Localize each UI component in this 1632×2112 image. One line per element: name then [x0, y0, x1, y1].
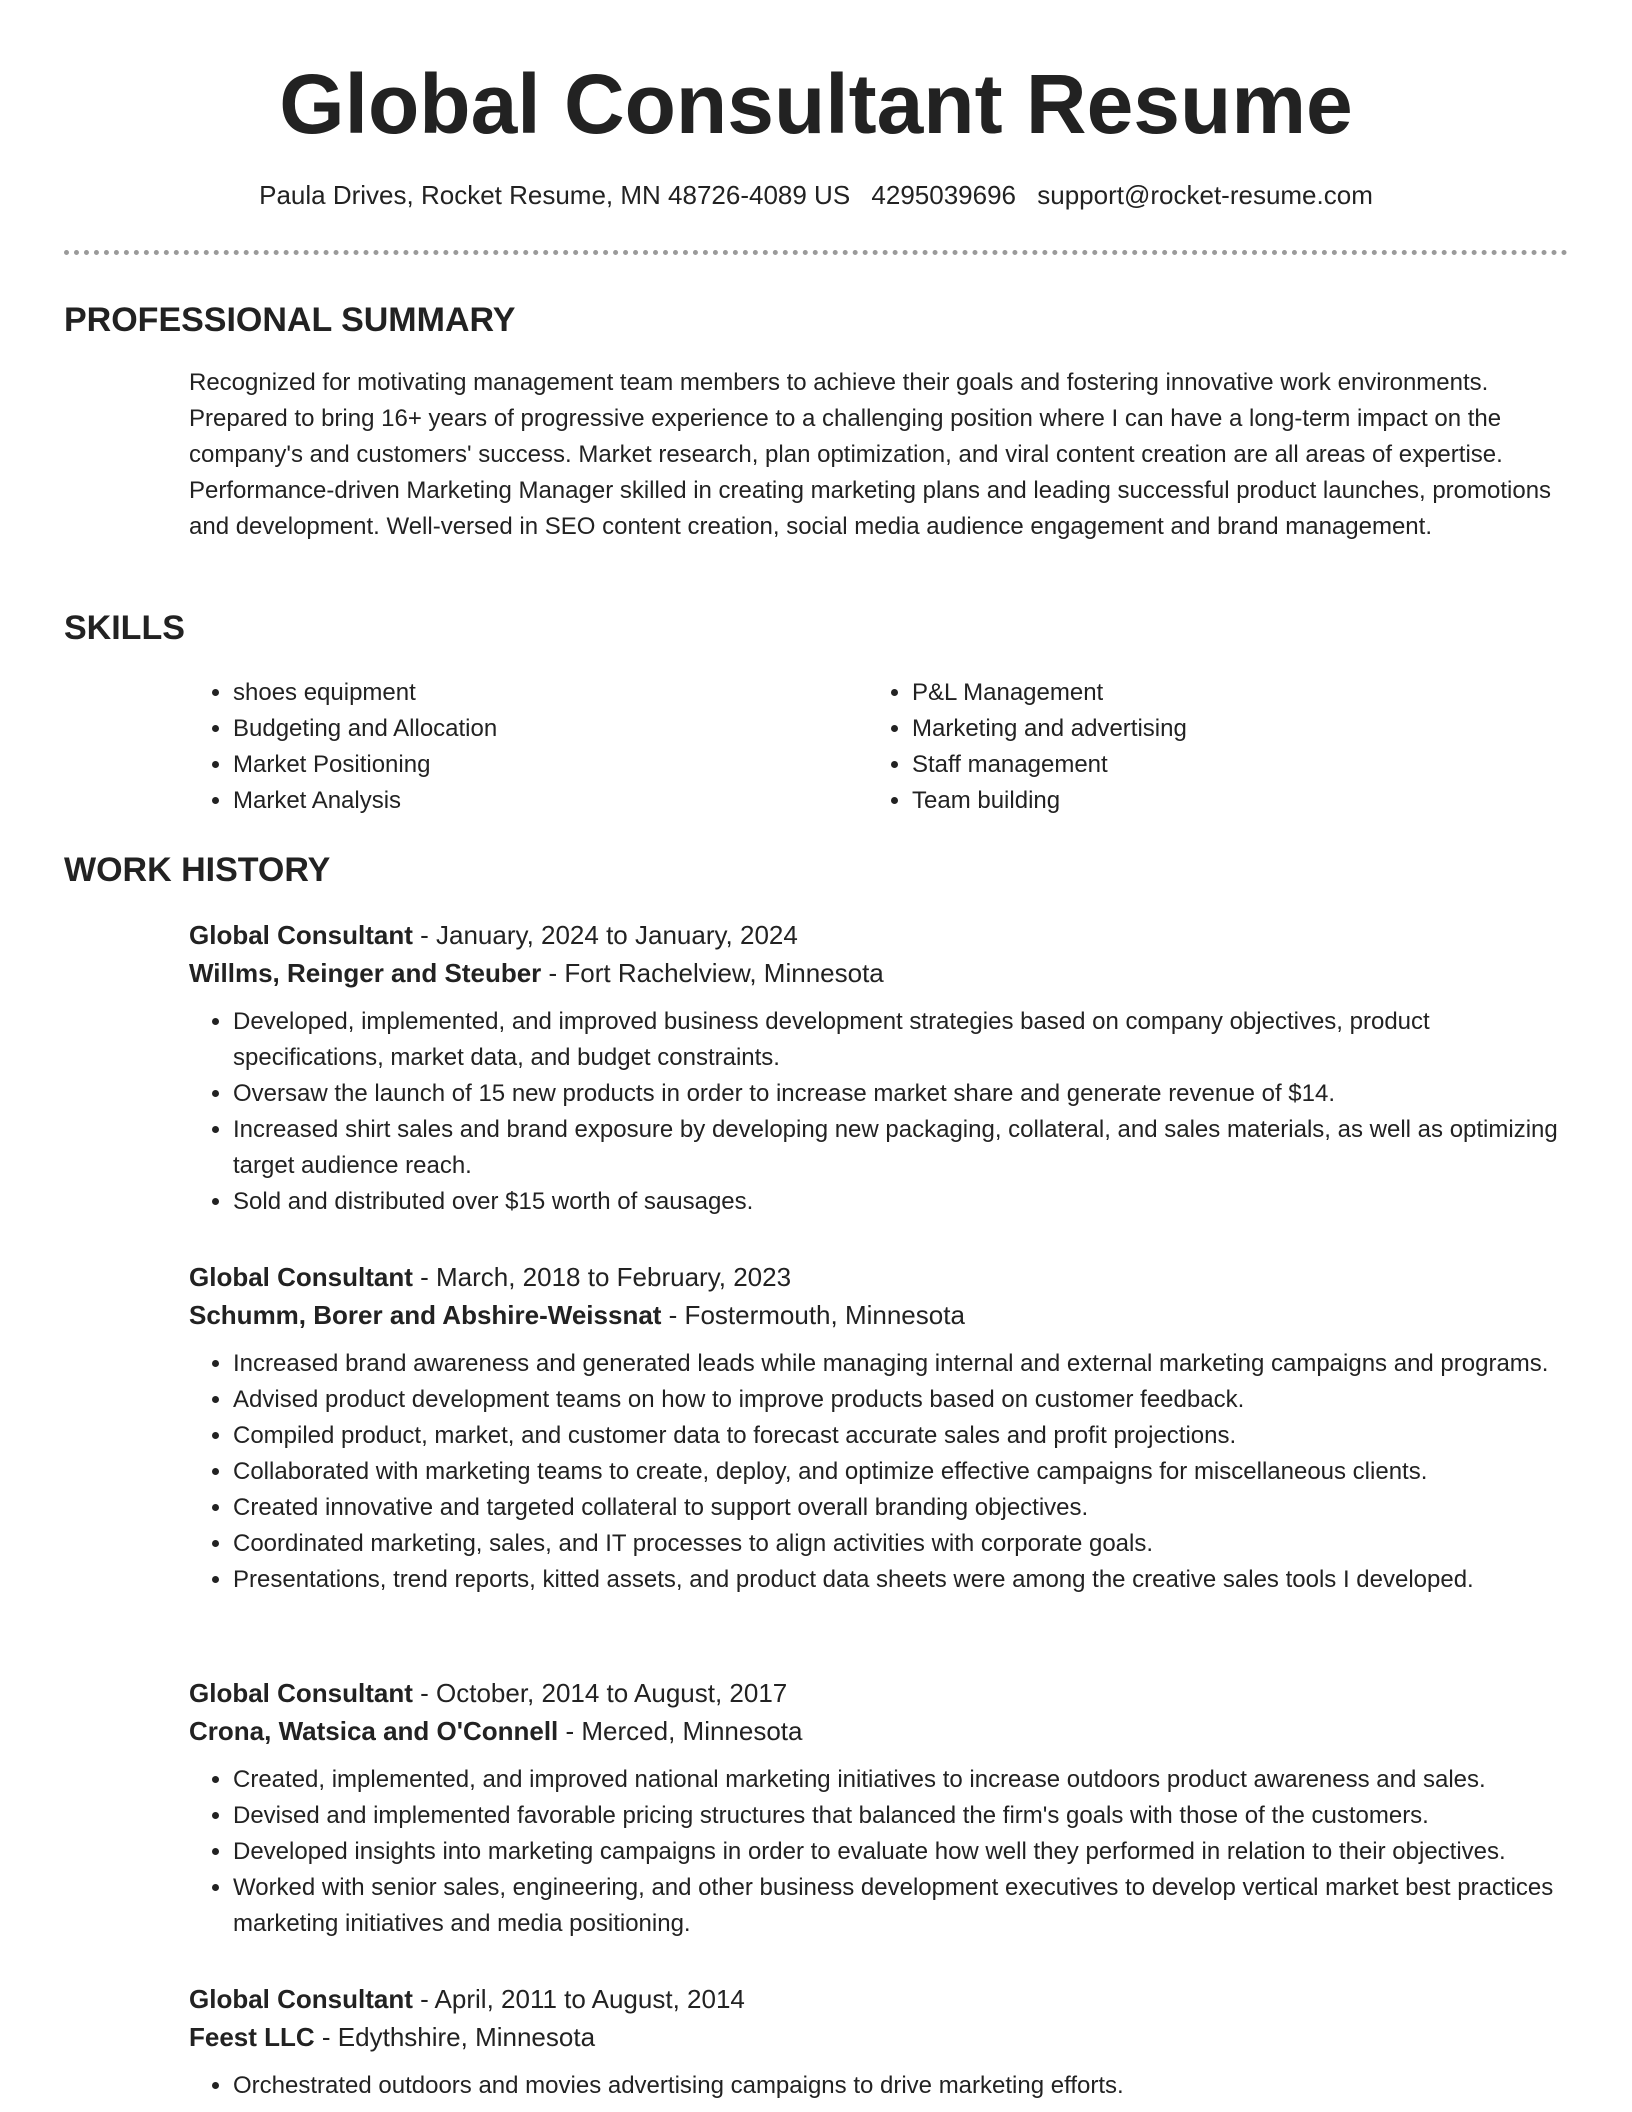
job-bullet: • Oversaw the launch of 15 new products in order to increase market share and generate revenue of $14. [233, 1076, 1579, 1112]
summary-text: Recognized for motivating management team members to achieve their goals and fostering innovative work environments. Prepared to bring 16+ years of progressive experience to a challenging position where I can have a long-term impact on the company's and customers' success. Market research, plan optimization, and viral content creation are all areas of expertise. Performance-driven Marketing Manager skilled in creating marketing plans and leading successful product launches, promotions and development. Well-versed in SEO content creation, social media audience engagement and brand management. [189, 369, 1552, 540]
job-dates: - January, 2024 to January, 2024 [412, 920, 798, 950]
summary-heading: PROFESSIONAL SUMMARY [64, 301, 516, 339]
job-bullet: • Presentations, trend reports, kitted assets, and product data sheets were among the creative sales tools I developed. [233, 1562, 1579, 1598]
skills-column-right [868, 675, 1468, 819]
job-bullets [189, 2068, 1579, 2104]
job-title: Global Consultant [189, 1262, 413, 1292]
job-company: Crona, Watsica and O'Connell [189, 1716, 559, 1746]
job-dates: - March, 2018 to February, 2023 [412, 1262, 792, 1292]
contact-line [0, 178, 1632, 212]
job-dates: - October, 2014 to August, 2017 [412, 1678, 788, 1708]
job-location: - Fostermouth, Minnesota [661, 1300, 965, 1330]
skills-heading: SKILLS [64, 609, 185, 647]
job-title-line [189, 1258, 1579, 1296]
job-location: - Merced, Minnesota [558, 1716, 803, 1746]
job-bullet: • Increased shirt sales and brand exposure by developing new packaging, collateral, and sales materials, as well as optimizing target audience reach. [233, 1112, 1579, 1184]
job-bullet: • Developed, implemented, and improved business development strategies based on company objectives, product specifications, market data, and budget constraints. [233, 1004, 1579, 1076]
job-bullet: • Created, implemented, and improved national marketing initiatives to increase outdoors product awareness and sales. [233, 1762, 1579, 1798]
job-bullet: • Coordinated marketing, sales, and IT processes to align activities with corporate goals. [233, 1526, 1579, 1562]
job-company-line [189, 1712, 1579, 1750]
skill-item: • Budgeting and Allocation [233, 711, 789, 747]
skill-item: • Staff management [912, 747, 1468, 783]
job-bullet: • Developed insights into marketing campaigns in order to evaluate how well they performed in relation to their objectives. [233, 1834, 1579, 1870]
skill-item: • Market Positioning [233, 747, 789, 783]
job-bullet: • Orchestrated outdoors and movies advertising campaigns to drive marketing efforts. [233, 2068, 1579, 2104]
job-bullet: • Compiled product, market, and customer data to forecast accurate sales and profit projections. [233, 1418, 1579, 1454]
job-company-line [189, 1296, 1579, 1334]
skills-list-left [189, 675, 789, 819]
job-title: Global Consultant [189, 1984, 413, 2014]
job-title-line [189, 1980, 1579, 2018]
job-company: Schumm, Borer and Abshire-Weissnat [189, 1300, 662, 1330]
job-company-line [189, 2018, 1579, 2056]
job-bullet: • Created innovative and targeted collateral to support overall branding objectives. [233, 1490, 1579, 1526]
contact-phone: 4295039696 [871, 180, 1017, 210]
skill-item: • Market Analysis [233, 783, 789, 819]
job-entry [189, 1674, 1579, 1942]
job-bullet: • Advised product development teams on how to improve products based on customer feedback. [233, 1382, 1579, 1418]
work-history-heading: WORK HISTORY [64, 851, 331, 889]
contact-email: support@rocket-resume.com [1037, 180, 1373, 210]
job-dates: - April, 2011 to August, 2014 [412, 1984, 745, 2014]
job-bullets [189, 1346, 1579, 1598]
job-bullets [189, 1762, 1579, 1942]
contact-address: Paula Drives, Rocket Resume, MN 48726-4089 US [259, 180, 851, 210]
job-entry [189, 1980, 1579, 2104]
skills-list-right [868, 675, 1468, 819]
job-entry [189, 916, 1579, 1220]
job-bullet: • Worked with senior sales, engineering, and other business development executives to develop vertical market best practices marketing initiatives and media positioning. [233, 1870, 1579, 1942]
skill-item: • Marketing and advertising [912, 711, 1468, 747]
skills-column-left [189, 675, 789, 819]
job-bullets [189, 1004, 1579, 1220]
job-title-line [189, 916, 1579, 954]
skill-item: • shoes equipment [233, 675, 789, 711]
job-title: Global Consultant [189, 920, 413, 950]
skill-item: • Team building [912, 783, 1468, 819]
job-bullet: • Sold and distributed over $15 worth of sausages. [233, 1184, 1579, 1220]
job-company: Feest LLC [189, 2022, 315, 2052]
job-entry [189, 1258, 1579, 1598]
job-bullet: • Collaborated with marketing teams to create, deploy, and optimize effective campaigns for miscellaneous clients. [233, 1454, 1579, 1490]
resume-title: Global Consultant Resume [279, 57, 1353, 151]
job-title-line [189, 1674, 1579, 1712]
skill-item: • P&L Management [912, 675, 1468, 711]
job-bullet: • Devised and implemented favorable pricing structures that balanced the firm's goals with those of the customers. [233, 1798, 1579, 1834]
job-company: Willms, Reinger and Steuber [189, 958, 542, 988]
job-title: Global Consultant [189, 1678, 413, 1708]
job-company-line [189, 954, 1579, 992]
job-bullet: • Increased brand awareness and generated leads while managing internal and external marketing campaigns and programs. [233, 1346, 1579, 1382]
job-location: - Fort Rachelview, Minnesota [541, 958, 884, 988]
job-location: - Edythshire, Minnesota [314, 2022, 596, 2052]
header-divider [64, 250, 1568, 255]
